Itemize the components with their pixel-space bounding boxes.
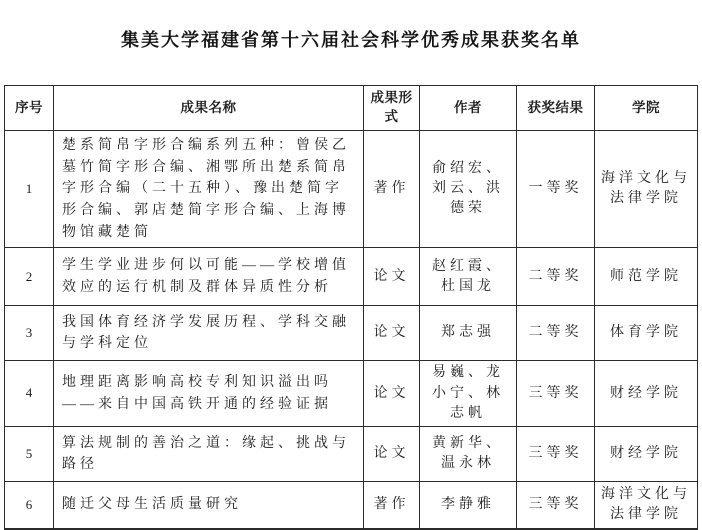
cell-seq: 1: [5, 131, 54, 248]
table-row: [5, 248, 698, 306]
table-row: [5, 482, 698, 529]
table-row: [5, 131, 698, 248]
cell-award: 一等奖: [517, 131, 595, 248]
cell-seq: 2: [5, 248, 54, 306]
col-header-award: 获奖结果: [517, 86, 595, 131]
cell-seq: 3: [5, 306, 54, 361]
table-header-row: [5, 86, 698, 131]
cell-author: 俞绍宏、刘云、洪德荣: [420, 131, 517, 248]
cell-name: 随迁父母生活质量研究: [54, 482, 364, 529]
cell-author: 黄新华、温永林: [420, 427, 517, 482]
cell-form: 论文: [364, 306, 420, 361]
col-header-college: 学院: [595, 86, 698, 131]
cell-seq: 6: [5, 482, 54, 529]
cell-form: 论文: [364, 361, 420, 427]
table-row: [5, 361, 698, 427]
awards-table: [4, 85, 698, 530]
cell-award: 二等奖: [517, 248, 595, 306]
cell-college: 体育学院: [595, 306, 698, 361]
cell-name: 楚系简帛字形合编系列五种：曾侯乙墓竹简字形合编、湘鄂所出楚系简帛字形合编（二十五种）、豫出楚简字形合编、郭店楚简字形合编、上海博物馆藏楚简: [54, 131, 364, 248]
cell-award: 二等奖: [517, 306, 595, 361]
cell-form: 论文: [364, 248, 420, 306]
page-title: 集美大学福建省第十六届社会科学优秀成果获奖名单: [121, 30, 581, 50]
cell-award: 三等奖: [517, 482, 595, 529]
table-row: [5, 427, 698, 482]
cell-college: 海洋文化与法律学院: [595, 131, 698, 248]
cell-author: 郑志强: [420, 306, 517, 361]
col-header-author: 作者: [420, 86, 517, 131]
col-header-form: 成果形式: [364, 86, 420, 131]
col-header-seq: 序号: [5, 86, 54, 131]
cell-college: 海洋文化与法律学院: [595, 482, 698, 529]
cell-seq: 4: [5, 361, 54, 427]
cell-award: 三等奖: [517, 361, 595, 427]
cell-name: 地理距离影响高校专利知识溢出吗——来自中国高铁开通的经验证据: [54, 361, 364, 427]
cell-college: 财经学院: [595, 361, 698, 427]
cell-award: 三等奖: [517, 427, 595, 482]
cell-name: 我国体育经济学发展历程、学科交融与学科定位: [54, 306, 364, 361]
cell-form: 著作: [364, 131, 420, 248]
cell-form: 论文: [364, 427, 420, 482]
cell-college: 财经学院: [595, 427, 698, 482]
cell-seq: 5: [5, 427, 54, 482]
cell-college: 师范学院: [595, 248, 698, 306]
table-row: [5, 306, 698, 361]
col-header-name: 成果名称: [54, 86, 364, 131]
cell-author: 易巍、龙小宁、林志帆: [420, 361, 517, 427]
cell-author: 赵红霞、杜国龙: [420, 248, 517, 306]
cell-name: 算法规制的善治之道：缘起、挑战与路径: [54, 427, 364, 482]
cell-name: 学生学业进步何以可能——学校增值效应的运行机制及群体异质性分析: [54, 248, 364, 306]
cell-form: 著作: [364, 482, 420, 529]
cell-author: 李静雅: [420, 482, 517, 529]
